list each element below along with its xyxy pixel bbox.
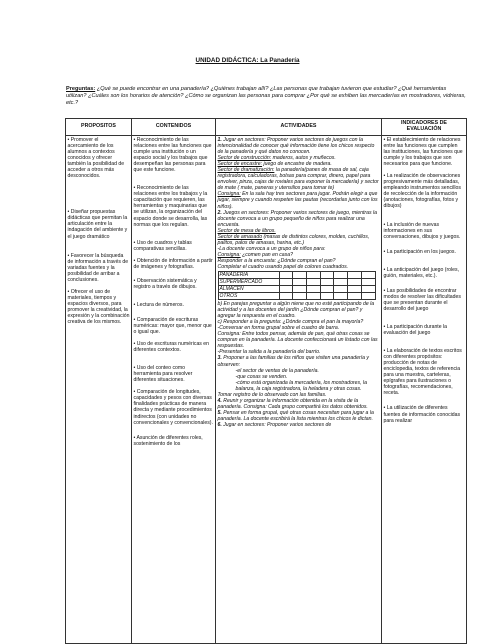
survey-row-label: ALMACEN <box>218 286 279 293</box>
activity-text: Pensar en forma grupal, qué otras cosas necesitan para jugar a la panadería. La docente escribirá la lista mientras los chicos le dictan. <box>217 409 374 422</box>
contenidos-cell <box>132 136 216 644</box>
header-actividades: ACTIVIDADES <box>216 119 382 136</box>
indicador-item: • La utilización de diferentes fuentes de información conocidas para realizar <box>383 405 461 424</box>
sector-line <box>218 234 380 246</box>
consigna-text: ¿comen pan en casa? <box>240 251 293 258</box>
activity-2 <box>218 210 380 228</box>
questions-paragraph <box>66 86 466 108</box>
activity-number: 3. <box>217 355 222 362</box>
activity-line: -que cosas se venden. <box>235 373 288 380</box>
contenido-item: • Obtención de información a partir de imágenes y fotografías. <box>133 257 213 270</box>
activity-line: Responder a la encuesta: ¿Dónde compran el pan? <box>217 257 336 264</box>
contenido-item: • Uso de cuadros y tablas comparativas sencillas. <box>133 239 192 252</box>
header-propositos: PROPOSITOS <box>66 119 132 136</box>
table-body-row <box>66 136 467 644</box>
sector-label: Sector de encastre: <box>217 161 263 168</box>
header-indicadores: INDICADORES DE EVALUACIÓN <box>382 119 467 136</box>
activity-number: 1. <box>217 137 222 143</box>
activity-text: Jugar en sectores: Proponer varios sectores de juegos con la intencionalidad de conocer qué información tiene los chicos respecto de la panadería y qué datos no conocen. <box>217 137 375 156</box>
activity-number: 6. <box>217 421 222 428</box>
activity-text: Proponer a las familias de los niños que visiten una panadería y observen: <box>217 355 369 368</box>
document-title: UNIDAD DIDÁCTICA: La Panadería <box>195 57 300 64</box>
sector-text: (masas de distintos colores, moldes, cuchillos, palitos, palos de amasas, harina, etc.) <box>217 233 370 246</box>
sector-label: Sector de amasado <box>217 233 263 240</box>
indicador-item: • La participación en los juegos. <box>383 248 456 255</box>
activity-number: 5. <box>217 409 222 416</box>
activity-text: Reunir y organizar la información obtenida en la visita de la panadería. Consigna: Cada grupo compartirá los datos obtenidos. <box>217 397 368 410</box>
survey-row <box>218 272 375 279</box>
sector-text: ( mate, paneras y utensilios para tomar te) <box>236 185 335 192</box>
indicador-item: • La anticipación del juego (roles, guión, materiales, etc.). <box>383 266 460 279</box>
activity-line: -el sector de ventas de la panadería. <box>235 367 319 374</box>
contenido-item: • Observación sistemática y registro a través de dibujos. <box>133 277 197 290</box>
indicador-item: • El establecimiento de relaciones entre las funciones que cumplen las instituciones, las funciones que cumple y los trabajos que son necesarios para que funcione. <box>383 137 463 168</box>
actividades-cell <box>216 136 382 644</box>
table-header-row <box>66 119 467 136</box>
activity-line: Tomar registro de lo observado con las familias. <box>217 391 327 398</box>
contenido-item: • Comparación de escrituras numéricas: mayor que, menor que o igual que. <box>133 316 212 336</box>
proposito-item: • Ofrecer el uso de materiales, tiempos y espacios diversos, para promover la creatividad, la expresión y la combinación creativa de los mismos. <box>67 288 130 326</box>
consigna-label: Consigna: <box>217 251 241 258</box>
contenido-item: • Uso del conteo como herramienta para resolver diferentes situaciones. <box>133 365 193 384</box>
indicador-item: • La elaboración de textos escritos con diferentes propósitos: producción de notas de enciclopedia, textos de referencia para una muestra, carteleras, epígrafes para ilustraciones o fotografías, recomendaciones, receta. <box>383 348 462 397</box>
activity-line: -Presentar la salida a la panadería del barrio. <box>217 349 321 356</box>
questions-label: Preguntas: <box>66 86 96 92</box>
sector-text: la panadería(panes de masa de sal, caja registradora, calculadoras, bolsas para comprar, dinero, papel para envolver, pinza, cajas de roviales para exponer la mercadería) y sector de mate <box>217 167 379 192</box>
consigna-label: Consigna: <box>217 191 241 198</box>
activity-4 <box>218 398 380 410</box>
indicador-item: • La realización de observaciones progresivamente más detalladas, empleando instrumentos sencillos de recolección de la información (anotaciones, fotografías, fotos y dibujos) <box>383 173 461 210</box>
proposito-item: • Favorecer la búsqueda de información a través de variadas fuentes y la posibilidad de arribar a conclusiones. <box>67 252 129 283</box>
activity-line: b) En parejas preguntar a algún niene que no esté participando de la actividad y a las docentes del jardín ¿Dónde compran el pan? y agregar la respuesta en el cuadro. <box>217 301 375 320</box>
contenido-item: • Comparación de longitudes, capacidades y pesos con diversas finalidades prácticas de manera directa y mediante procedimientos indirectos (con unidades no convencionales y convencionales). <box>133 389 213 426</box>
sector-text: maderos, autos y muñecos. <box>271 155 336 162</box>
didactic-unit-table <box>65 118 467 644</box>
indicador-item: • La participación durante la evaluación del juego <box>383 323 448 337</box>
survey-row-label: PANADERIA <box>218 272 279 279</box>
survey-row-label: SUPERMERCADO <box>218 279 279 286</box>
survey-row-label: OTROS <box>218 293 279 300</box>
activity-text: Jugar en sectores: Proponer varios sectores de <box>221 421 332 428</box>
proposito-item: • Diseñar propuestas didácticas que permitan la articulación entre la indagación del ambiente y el juego dramático <box>67 209 128 240</box>
sector-line: Sector de mesa de libros. <box>217 227 276 234</box>
survey-row <box>218 293 375 300</box>
activity-line: -La docente convoca a un grupo de niños para: <box>217 245 326 252</box>
sector-text: juego de encastre de madera. <box>262 161 332 168</box>
survey-table <box>218 271 376 300</box>
sector-line <box>218 167 380 191</box>
activity-6 <box>218 422 380 428</box>
activity-number: 4. <box>217 397 222 404</box>
contenido-item: • Lectura de números. <box>133 301 184 308</box>
sector-label: Sector de construcción: <box>217 155 272 162</box>
proposito-item: • Promover el acercamiento de los alumnos a contextos conocidos y ofrecer también la posibilidad de acceder a otros más desconocidos. <box>67 137 125 180</box>
contenido-item: • Asunción de diferentes roles, sostenimiento de los <box>133 434 203 447</box>
header-contenidos: CONTENIDOS <box>132 119 216 136</box>
contenido-item: • Uso de escrituras numéricas en diferentes contextos. <box>133 341 210 354</box>
activity-line: c) Responder a la pregunta: ¿Dónde compra el pan la mayoría? <box>217 319 364 326</box>
contenido-item: • Reconocimiento de las relaciones entre las funciones que cumple una institución o un espacio social y los trabajos que desempeñan las personas para que este funcione. <box>133 137 212 174</box>
activity-number: 2. <box>217 209 222 216</box>
indicador-item: • La inclusión de nuevas informaciones en sus conversaciones, dibujos y juegos. <box>383 221 461 240</box>
indicador-item: • Las posibilidades de encontrar modos de resolver las dificultades que se presentan durante el desarrollo del juego <box>383 287 461 312</box>
propositos-cell <box>66 136 132 644</box>
sector-label: Sector de dramatización: <box>217 167 275 174</box>
activity-3 <box>218 355 380 367</box>
activity-5 <box>218 410 380 422</box>
consigna-text: En la sala hay tres sectores para jugar. Podrán elegir a que jugar, siempre y cuando respeten las pautas (recordarlas junto con los niños). <box>217 191 378 210</box>
survey-row <box>218 286 375 293</box>
activity-line: -cómo está organizada la mercadería, los mostradores, la balanza, la caja registradora, la heladera y otras cosas. <box>235 379 367 392</box>
consigna-line <box>218 191 380 209</box>
survey-row <box>218 279 375 286</box>
contenido-item: • Reconocimiento de las relaciones entre los trabajos y la capacitación que requieren, las herramientas y maquinarias que se utilizan, la organización del espacio donde se desarrolla, las normas que los regulan. <box>133 185 208 228</box>
activity-text: Juegos en sectores: Proponer varios sectores de juego, mientras la docente convoca a un grupo pequeño de niños para realizar una encuesta. <box>217 209 377 228</box>
activity-line: Completar el cuadro usando papel de colores cuadrados. <box>217 263 349 270</box>
activity-line: -Conversar en forma grupal sobre el cuadro de barra. <box>217 325 340 332</box>
activity-line: Consigna: Entre todos pensar, además de pan, qué otras cosas se compran en la panadería. La docente confeccionará un listado con las respuestas. <box>217 331 378 350</box>
questions-text: ¿Qué se puede encontrar en una panadería? ¿Quiénes trabajan allí? ¿Las personas que trabajan tuvieron que estudiar? ¿Qué herramientas utilizan? ¿Cuáles son los horarios de atención? ¿Cómo se organizan las personas para comprar ¿Por qué se exhiben las mercaderías en mostradores, vidrieras, etc.? <box>66 86 466 107</box>
indicadores-cell <box>382 136 467 644</box>
activity-1 <box>218 137 380 155</box>
